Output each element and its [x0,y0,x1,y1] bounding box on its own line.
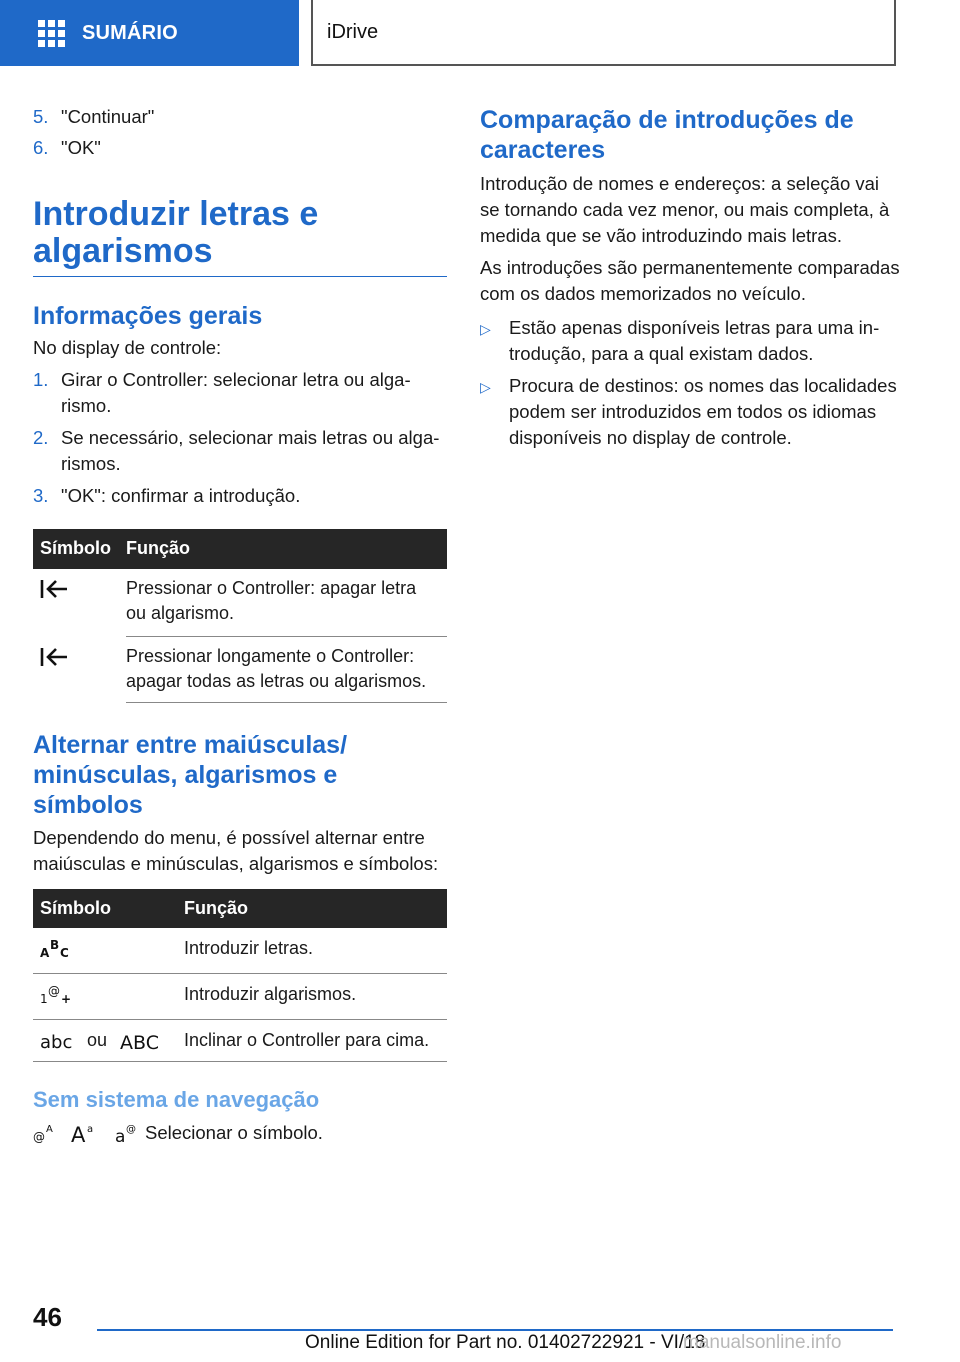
case-toggle-group [39,1028,184,1053]
table-cell: Introduzir letras. [184,928,447,974]
list-item [33,104,447,130]
svg-text:A: A [71,1123,86,1145]
uppercase-mode-icon [71,1121,99,1145]
table-header-symbol: Símbolo [33,889,184,928]
symbol-table [33,529,447,703]
toc-label: SUMÁRIO [82,21,178,44]
lowercase-mode-icon [115,1121,139,1145]
chapter-label: iDrive [327,20,379,43]
mode-table [33,889,447,1062]
table-header-symbol: Símbolo [33,529,126,569]
symbol-select-row [33,1120,447,1146]
svg-text:B: B [50,938,60,952]
bullet-text: Procura de destinos: os nomes das localidades podem ser introduzidos em todos os idiomas disponíveis no display de controle. [509,375,897,448]
page-number: 46 [33,1302,62,1332]
left-column [33,100,447,1146]
table-header-function: Função [184,889,447,928]
step-text: "OK": confirmar a introdução. [61,485,301,506]
page-header [0,0,960,66]
table-cell: Inclinar o Controller para cima. [184,1020,447,1062]
or-text: ou [87,1030,108,1050]
step-number: 2. [33,427,49,448]
svg-text:a: a [87,1124,94,1135]
backspace-icon [39,578,69,600]
step-text: Se necessário, selecionar mais letras ou algarismos. [61,427,440,474]
uppercase-abc-icon [119,1029,167,1053]
right-column [480,100,900,451]
svg-text:@: @ [126,1124,136,1135]
table-cell: Introduzir algarismos. [184,974,447,1020]
table-row [33,974,447,1020]
svg-text:C: C [60,946,69,960]
svg-text:abc: abc [40,1031,73,1053]
list-item [33,425,447,477]
symbols-mode-icon [33,1121,57,1145]
step-text: "Continuar" [61,106,155,127]
table-row [33,1020,447,1062]
section-heading: Informações gerais [33,302,263,330]
paragraph: As introduções são permanentemente comparadas com os dados memorizados no veículo. [480,257,900,304]
edition-text: Online Edition for Part no. 01402722921 - VI/18 [305,1332,706,1353]
step-number: 5. [33,106,49,127]
svg-text:1: 1 [40,992,48,1006]
svg-text:+: + [61,992,72,1006]
list-item [480,373,900,451]
triangle-bullet-icon: ▷ [480,379,491,395]
grid-menu-icon [38,20,65,47]
bullet-text: Estão apenas disponíveis letras para uma introdução, para a qual existam dados. [509,317,880,364]
step-text: Girar o Controller: selecionar letra ou algarismo. [61,369,411,416]
table-cell: Pressionar o Controller: apagar letra ou algarismo. [126,569,447,637]
footer-divider [97,1329,893,1331]
numbers-mode-icon [39,982,73,1006]
triangle-bullet-icon: ▷ [480,321,491,337]
svg-text:@: @ [48,984,60,998]
table-row [33,569,447,637]
step-number: 1. [33,369,49,390]
list-item [33,135,447,161]
page-title: Introduzir letras e algarismos [33,196,447,277]
watermark: manualsonline.info [683,1332,842,1353]
list-item [33,483,447,509]
svg-text:a: a [115,1127,126,1145]
step-number: 3. [33,485,49,506]
table-row [33,637,447,703]
svg-text:A: A [46,1124,53,1135]
svg-text:ABC: ABC [120,1031,159,1053]
table-row [33,928,447,974]
chapter-tab[interactable] [311,0,896,66]
list-item [480,315,900,367]
step-number: 6. [33,137,49,158]
section-intro: Dependendo do menu, é possível alternar entre maiúsculas e minúsculas, algarismos e símbolos: [33,827,439,874]
svg-text:@: @ [33,1130,45,1144]
section-heading: Comparação de introduções de caracteres [480,106,854,164]
backspace-icon [39,646,69,668]
table-cell: Pressionar longamente o Controller: apagar todas as letras ou algarismos. [126,637,447,703]
lowercase-abc-icon [39,1029,79,1053]
list-item [33,367,447,419]
section-intro: No display de controle: [33,337,222,358]
step-text: "OK" [61,137,101,158]
section-heading: Alternar entre maiúsculas/ minúsculas, algarismos e símbolos [33,731,348,819]
table-header-function: Função [126,529,447,569]
svg-text:A: A [40,946,50,960]
section-heading: Sem sistema de navegação [33,1087,320,1112]
paragraph: Introdução de nomes e endereços: a seleção vai se tornando cada vez menor, ou mais completa, à medida que se vão introduzindo mais letras. [480,173,890,246]
letters-mode-icon [39,936,73,960]
symbol-select-text: Selecionar o símbolo. [145,1122,323,1143]
toc-button[interactable] [0,0,299,66]
